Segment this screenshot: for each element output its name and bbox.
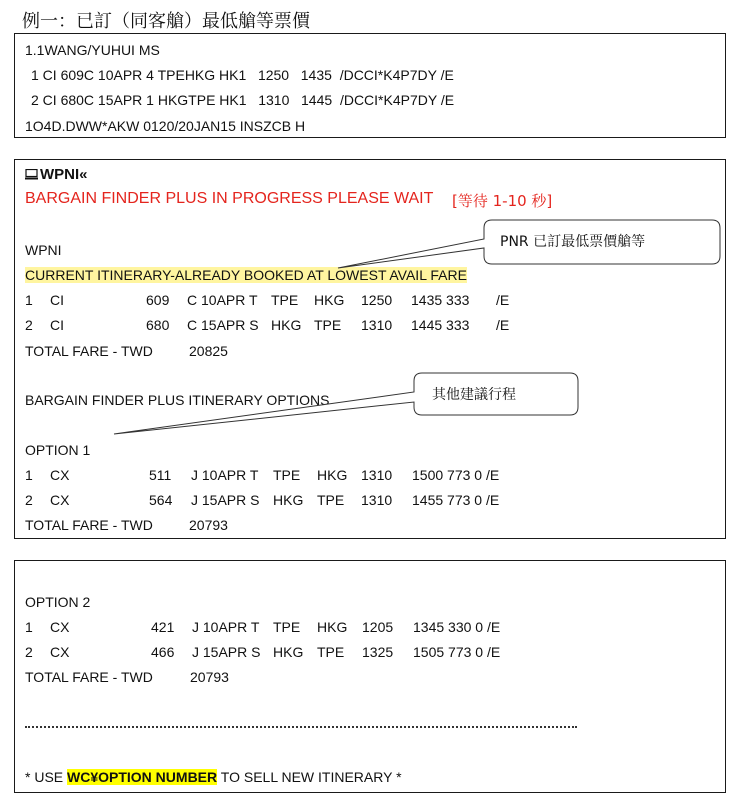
row-tail: /E [496, 317, 510, 333]
arrival: 1500 773 0 /E [412, 467, 500, 483]
instruction-suffix: TO SELL NEW ITINERARY * [217, 769, 402, 785]
class-date: C 10APR T [187, 292, 258, 308]
option2-box [14, 560, 726, 793]
arrival: 1435 333 [411, 292, 470, 308]
bfp-options-title: BARGAIN FINDER PLUS ITINERARY OPTIONS [25, 392, 330, 408]
pnr-segment: 2 CI 680C 15APR 1 HKGTPE HK1 1310 1445 /DCCI*K4P7DY /E [31, 92, 455, 108]
airline: CI [50, 292, 64, 308]
instruction-command: WC¥OPTION NUMBER [67, 769, 218, 785]
destination: HKG [314, 292, 345, 308]
seg-no: 2 [25, 317, 33, 333]
row-tail: /E [496, 292, 510, 308]
total-fare-label: TOTAL FARE - TWD [25, 517, 153, 533]
seg-no: 2 [25, 492, 33, 508]
seg-no: 1 [25, 467, 33, 483]
departure: 1205 [362, 619, 394, 635]
passenger-name: 1.1WANG/YUHUI MS [25, 42, 160, 58]
origin: HKG [271, 317, 302, 333]
origin: TPE [273, 619, 301, 635]
dotted-separator [25, 726, 577, 728]
seg-no: 1 [25, 619, 33, 635]
flight: 564 [149, 492, 173, 508]
arrival: 1345 330 0 /E [413, 619, 501, 635]
class-date: J 10APR T [192, 619, 260, 635]
flight: 466 [151, 644, 175, 660]
airline: CX [50, 492, 70, 508]
class-date: C 15APR S [187, 317, 259, 333]
computer-icon [25, 169, 38, 180]
flight: 680 [146, 317, 170, 333]
departure: 1310 [361, 317, 393, 333]
seg-no: 2 [25, 644, 33, 660]
flight: 421 [151, 619, 175, 635]
total-fare-label: TOTAL FARE - TWD [25, 669, 153, 685]
total-fare-value: 20793 [190, 669, 229, 685]
origin: HKG [273, 644, 304, 660]
airline: CX [50, 619, 70, 635]
airline: CI [50, 317, 64, 333]
current-itinerary-message: CURRENT ITINERARY-ALREADY BOOKED AT LOWEST AVAIL FARE [25, 267, 467, 283]
destination: TPE [317, 492, 345, 508]
wait-note: [等待 1-10 秒] [452, 192, 553, 210]
callout-pnr-lowest-text: PNR 已訂最低票價艙等 [500, 234, 646, 250]
class-date: J 15APR S [192, 644, 261, 660]
destination: TPE [314, 317, 342, 333]
departure: 1310 [361, 467, 393, 483]
flight: 609 [146, 292, 170, 308]
option-label: OPTION 1 [25, 442, 91, 458]
command-line [25, 166, 88, 183]
command-text: WPNI« [40, 166, 88, 183]
page-title: 例一：已訂（同客艙）最低艙等票價 [22, 11, 310, 32]
destination: HKG [317, 467, 348, 483]
class-date: J 10APR T [191, 467, 259, 483]
callout-other-options [100, 368, 585, 440]
option-label: OPTION 2 [25, 594, 91, 610]
total-fare-value: 20825 [189, 343, 228, 359]
total-fare-value: 20793 [189, 517, 228, 533]
progress-message: BARGAIN FINDER PLUS IN PROGRESS PLEASE WAIT [25, 190, 434, 207]
pnr-segment: 1 CI 609C 10APR 4 TPEHKG HK1 1250 1435 /DCCI*K4P7DY /E [31, 67, 454, 83]
pnr-footer: 1O4D.DWW*AKW 0120/20JAN15 INSZCB H [25, 118, 306, 134]
arrival: 1445 333 [411, 317, 470, 333]
destination: TPE [317, 644, 345, 660]
origin: TPE [273, 467, 301, 483]
origin: HKG [273, 492, 304, 508]
wpni-echo: WPNI [25, 242, 62, 258]
departure: 1250 [361, 292, 393, 308]
sell-instruction [25, 769, 402, 785]
arrival: 1455 773 0 /E [412, 492, 500, 508]
flight: 511 [149, 467, 172, 483]
origin: TPE [271, 292, 299, 308]
callout-other-options-text: 其他建議行程 [432, 387, 516, 403]
pnr-box [14, 33, 726, 138]
airline: CX [50, 644, 70, 660]
departure: 1310 [361, 492, 393, 508]
total-fare-label: TOTAL FARE - TWD [25, 343, 153, 359]
seg-no: 1 [25, 292, 33, 308]
class-date: J 15APR S [191, 492, 260, 508]
departure: 1325 [362, 644, 394, 660]
destination: HKG [317, 619, 348, 635]
instruction-prefix: * USE [25, 769, 68, 785]
arrival: 1505 773 0 /E [413, 644, 501, 660]
airline: CX [50, 467, 70, 483]
